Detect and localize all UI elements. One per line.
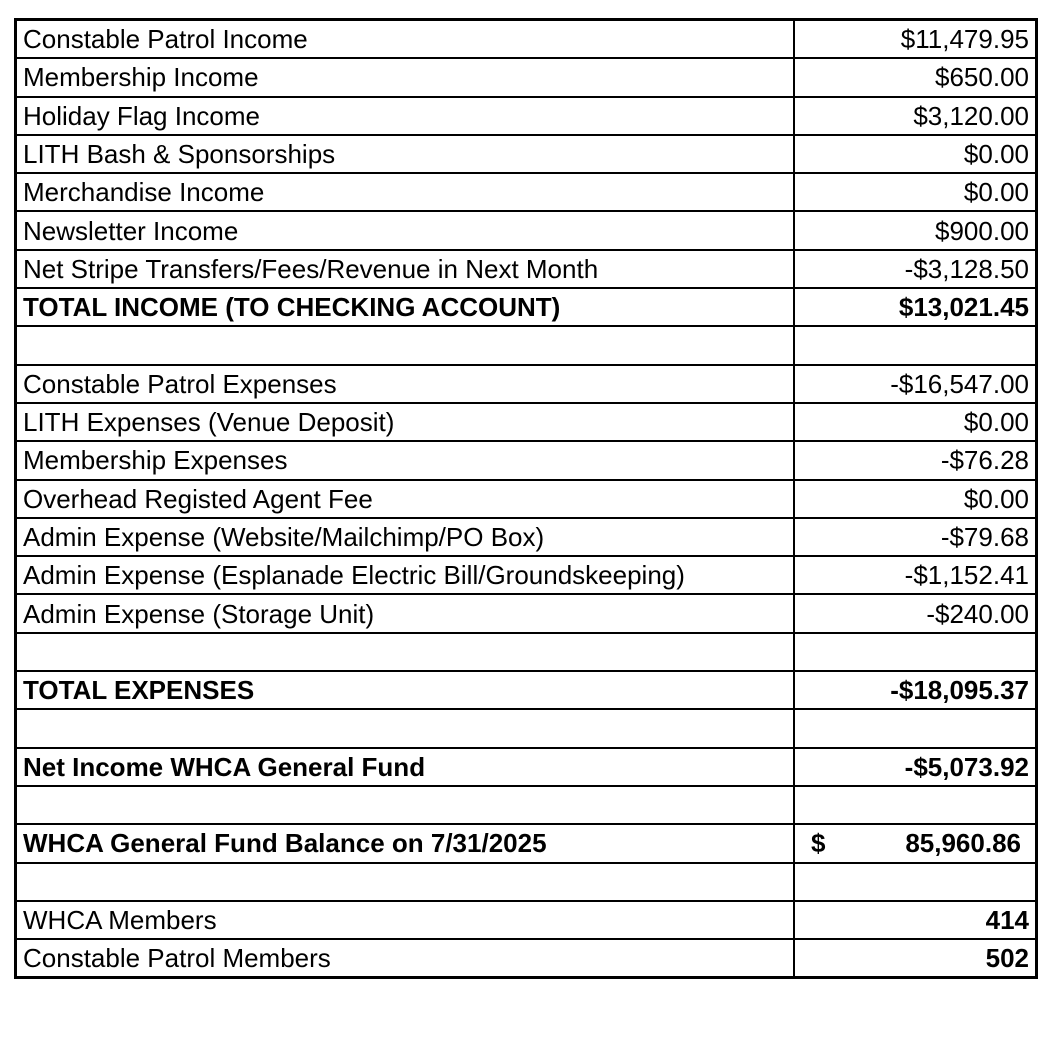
row-label <box>16 863 795 901</box>
row-label <box>16 633 795 671</box>
row-value <box>794 786 1037 824</box>
row-label: LITH Bash & Sponsorships <box>16 135 795 173</box>
row-label: Merchandise Income <box>16 173 795 211</box>
row-value <box>794 709 1037 747</box>
row-value: $0.00 <box>794 135 1037 173</box>
table-row <box>16 709 1037 747</box>
row-label: Admin Expense (Storage Unit) <box>16 594 795 632</box>
table-row <box>16 671 1037 709</box>
row-value: -$76.28 <box>794 441 1037 479</box>
row-label: WHCA Members <box>16 901 795 939</box>
row-value: -$3,128.50 <box>794 250 1037 288</box>
row-value: $0.00 <box>794 173 1037 211</box>
table-row <box>16 288 1037 326</box>
amount: 85,960.86 <box>905 828 1021 859</box>
table-row <box>16 250 1037 288</box>
row-label: Constable Patrol Income <box>16 20 795 59</box>
table-row <box>16 211 1037 249</box>
row-value <box>794 326 1037 364</box>
row-value: -$79.68 <box>794 518 1037 556</box>
row-label: LITH Expenses (Venue Deposit) <box>16 403 795 441</box>
row-value: $3,120.00 <box>794 97 1037 135</box>
table-row <box>16 748 1037 786</box>
table-row <box>16 97 1037 135</box>
table-row <box>16 441 1037 479</box>
row-label: Constable Patrol Members <box>16 939 795 978</box>
table-row <box>16 480 1037 518</box>
table-row <box>16 594 1037 632</box>
table-row <box>16 326 1037 364</box>
table-row <box>16 365 1037 403</box>
row-value <box>794 824 1037 862</box>
table-row <box>16 633 1037 671</box>
row-label: Admin Expense (Website/Mailchimp/PO Box) <box>16 518 795 556</box>
row-value: $0.00 <box>794 480 1037 518</box>
table-row <box>16 901 1037 939</box>
table-row <box>16 863 1037 901</box>
row-value: -$18,095.37 <box>794 671 1037 709</box>
table-row <box>16 939 1037 978</box>
table-row <box>16 173 1037 211</box>
row-value: -$16,547.00 <box>794 365 1037 403</box>
row-value <box>794 633 1037 671</box>
table-row <box>16 20 1037 59</box>
row-value: 414 <box>794 901 1037 939</box>
row-value: -$5,073.92 <box>794 748 1037 786</box>
table-row <box>16 518 1037 556</box>
financial-summary-table <box>14 18 1038 979</box>
table-row <box>16 786 1037 824</box>
table-row <box>16 556 1037 594</box>
row-value: $0.00 <box>794 403 1037 441</box>
row-label: TOTAL EXPENSES <box>16 671 795 709</box>
table-row <box>16 58 1037 96</box>
row-label: TOTAL INCOME (TO CHECKING ACCOUNT) <box>16 288 795 326</box>
row-value: $13,021.45 <box>794 288 1037 326</box>
row-label <box>16 326 795 364</box>
row-value: $650.00 <box>794 58 1037 96</box>
currency-symbol: $ <box>811 828 826 859</box>
row-label: Newsletter Income <box>16 211 795 249</box>
row-label <box>16 786 795 824</box>
accounting-value <box>801 828 1029 859</box>
row-value: $11,479.95 <box>794 20 1037 59</box>
table-body <box>16 20 1037 978</box>
row-label: Membership Expenses <box>16 441 795 479</box>
row-value <box>794 863 1037 901</box>
row-value: $900.00 <box>794 211 1037 249</box>
table-row <box>16 403 1037 441</box>
row-value: -$1,152.41 <box>794 556 1037 594</box>
row-label <box>16 709 795 747</box>
table-row <box>16 135 1037 173</box>
row-label: Net Stripe Transfers/Fees/Revenue in Next Month <box>16 250 795 288</box>
row-label: Constable Patrol Expenses <box>16 365 795 403</box>
row-value: -$240.00 <box>794 594 1037 632</box>
row-label: Membership Income <box>16 58 795 96</box>
row-label: Overhead Registed Agent Fee <box>16 480 795 518</box>
row-label: WHCA General Fund Balance on 7/31/2025 <box>16 824 795 862</box>
row-label: Holiday Flag Income <box>16 97 795 135</box>
row-label: Admin Expense (Esplanade Electric Bill/Groundskeeping) <box>16 556 795 594</box>
row-value: 502 <box>794 939 1037 978</box>
table-row <box>16 824 1037 862</box>
row-label: Net Income WHCA General Fund <box>16 748 795 786</box>
